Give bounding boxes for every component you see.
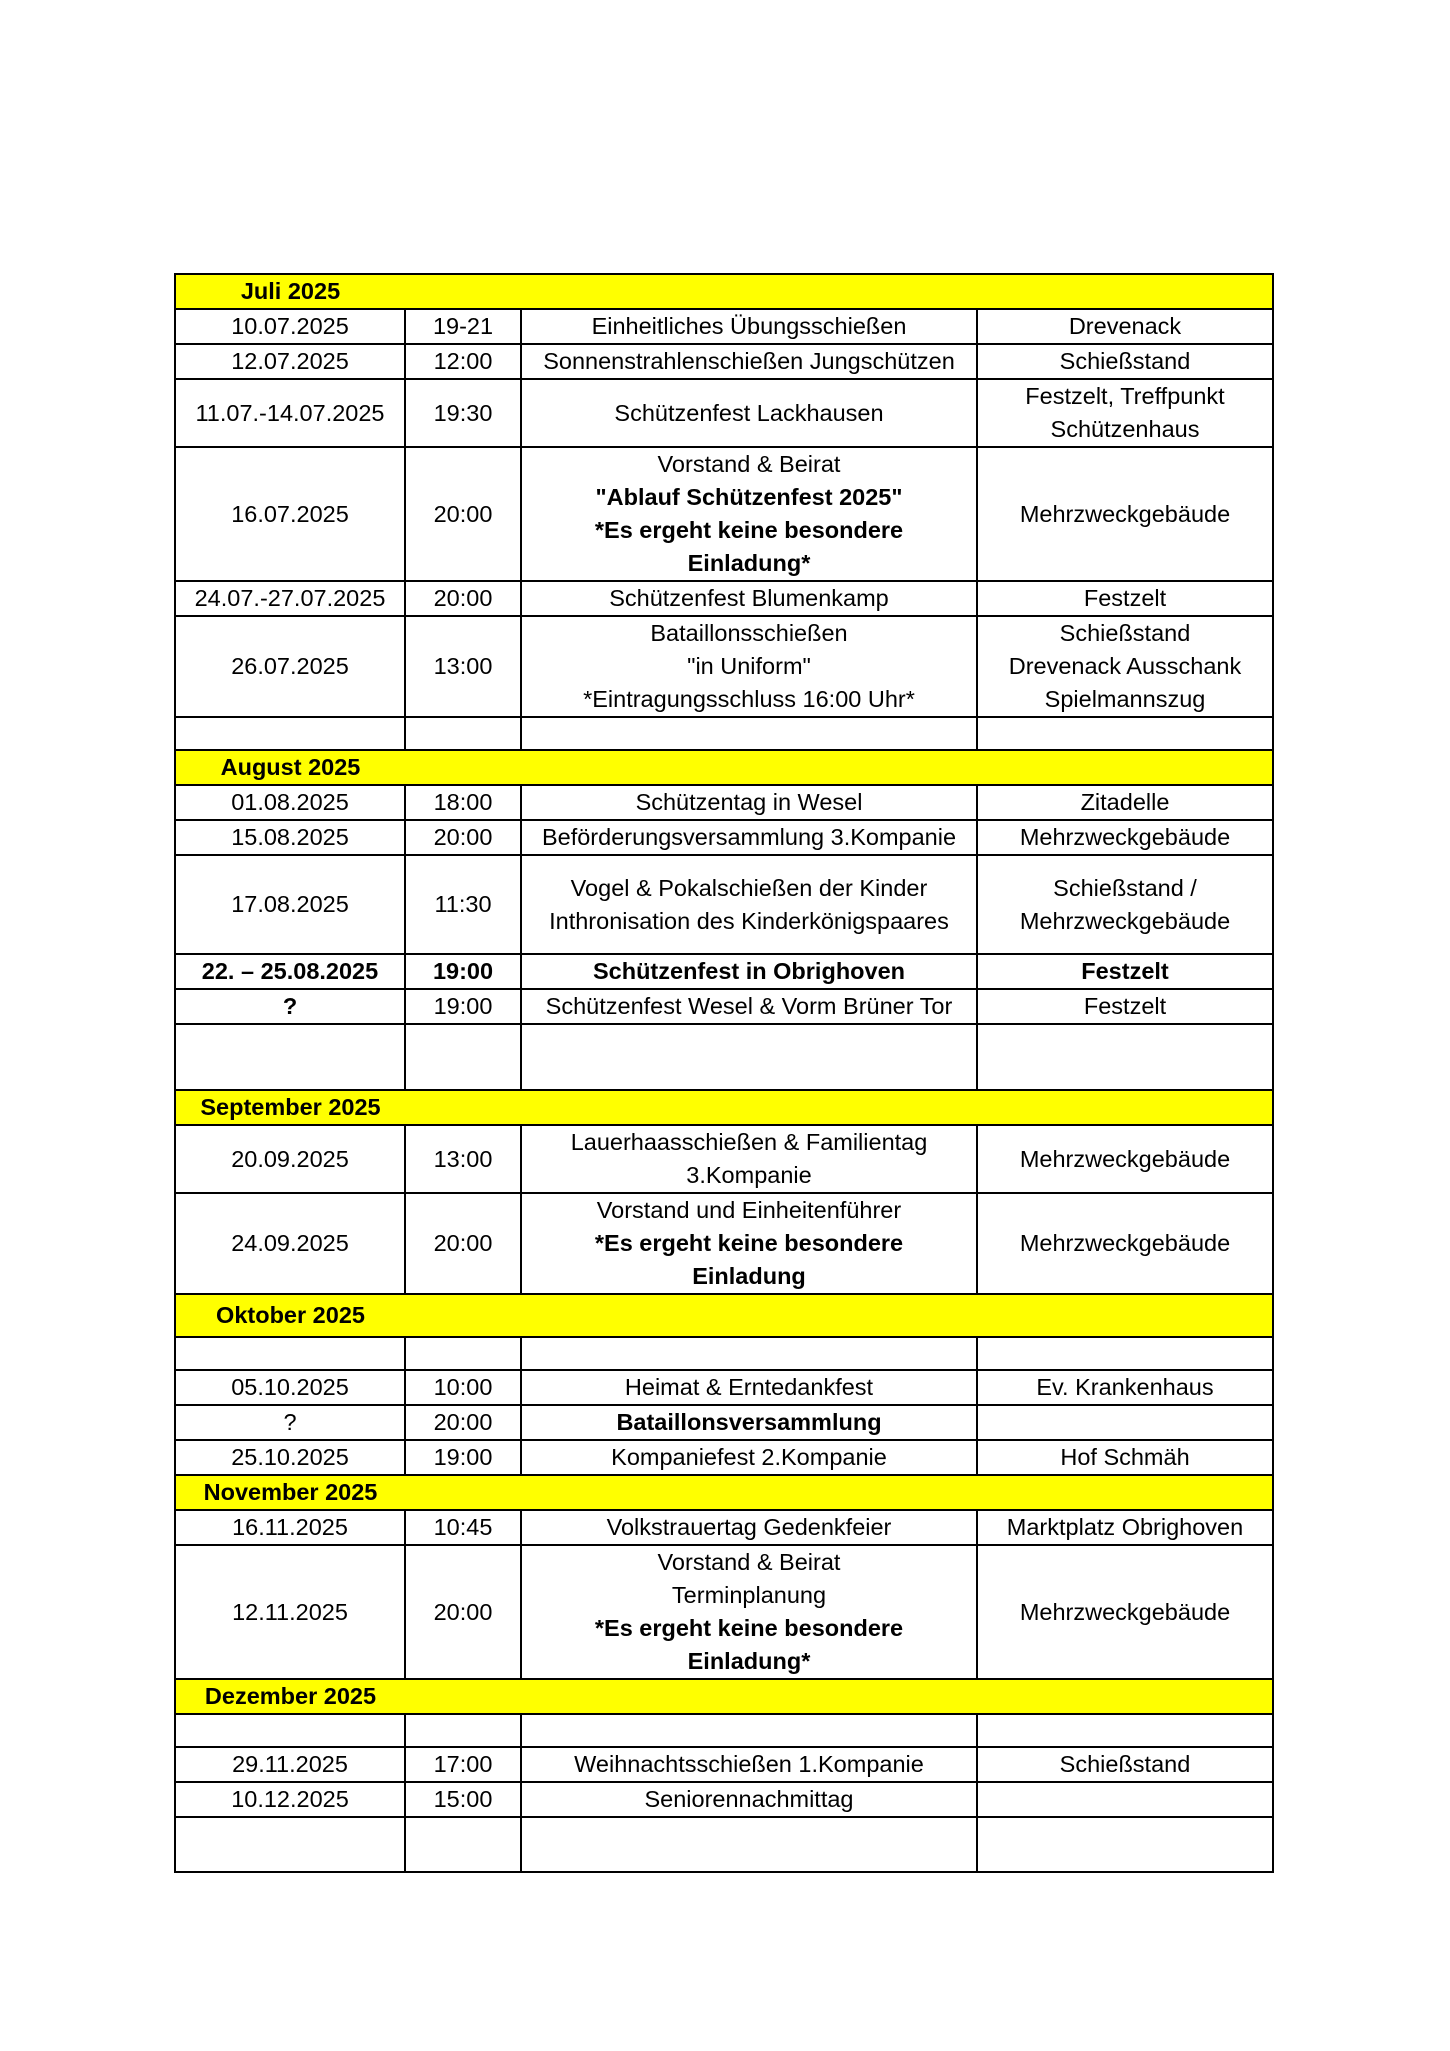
event-cell-line: Bataillonsschießen: [650, 620, 848, 646]
place-cell: [977, 1405, 1273, 1440]
date-cell-line: 01.08.2025: [231, 789, 349, 815]
table-row: [175, 616, 1273, 717]
event-cell: [521, 1024, 977, 1090]
place-cell: [977, 1782, 1273, 1817]
event-cell-line: Einladung*: [687, 550, 811, 576]
date-cell: [175, 447, 405, 581]
event-cell-line: Volkstrauertag Gedenkfeier: [606, 1514, 892, 1540]
place-cell: [977, 1714, 1273, 1747]
event-cell-line: Schützenfest Lackhausen: [614, 399, 884, 426]
date-cell-line: 17.08.2025: [231, 891, 349, 917]
event-cell: [521, 1405, 977, 1440]
time-cell: [405, 1714, 521, 1747]
time-cell-line: 20:00: [433, 585, 493, 611]
event-cell: [521, 1747, 977, 1782]
place-cell: [977, 1817, 1273, 1872]
event-cell: [521, 785, 977, 820]
time-cell: [405, 820, 521, 855]
date-cell-line: 24.09.2025: [231, 1230, 349, 1256]
time-cell: [405, 785, 521, 820]
place-cell: [977, 616, 1273, 717]
table-row: [175, 1370, 1273, 1405]
time-cell: [405, 855, 521, 954]
place-cell: [977, 954, 1273, 989]
time-cell: [405, 616, 521, 717]
event-cell: [521, 1714, 977, 1747]
place-cell: [977, 1545, 1273, 1679]
event-cell: [521, 616, 977, 717]
time-cell: [405, 1440, 521, 1475]
place-cell-line: Marktplatz Obrighoven: [1006, 1514, 1244, 1540]
date-cell-line: 24.07.-27.07.2025: [194, 585, 386, 611]
time-cell: [405, 1337, 521, 1370]
table-row: [175, 855, 1273, 954]
place-cell: [977, 1125, 1273, 1193]
place-cell: [977, 989, 1273, 1024]
place-cell: [977, 1747, 1273, 1782]
month-label: August 2025: [175, 750, 405, 785]
place-cell-line: Schießstand: [1059, 620, 1191, 646]
event-cell: [521, 1370, 977, 1405]
time-cell: [405, 581, 521, 616]
event-cell: [521, 1782, 977, 1817]
table-row: [175, 989, 1273, 1024]
event-cell-line: "Ablauf Schützenfest 2025": [595, 484, 903, 510]
place-cell: [977, 1337, 1273, 1370]
place-cell: [977, 785, 1273, 820]
time-cell: [405, 1024, 521, 1090]
time-cell-line: 19-21: [432, 313, 494, 339]
time-cell-line: 20:00: [433, 824, 493, 850]
month-header-row: [175, 274, 1273, 309]
date-cell: [175, 1440, 405, 1475]
place-cell-line: Festzelt: [1083, 993, 1167, 1019]
table-row: [175, 379, 1273, 447]
date-cell-line: ?: [283, 1409, 297, 1435]
event-cell-line: "in Uniform": [687, 653, 811, 679]
event-cell-line: Heimat & Erntedankfest: [624, 1374, 874, 1400]
time-cell: [405, 1817, 521, 1872]
table-row: [175, 309, 1273, 344]
event-cell: [521, 309, 977, 344]
table-row: [175, 1782, 1273, 1817]
time-cell-line: 10:00: [433, 1374, 493, 1400]
event-cell-line: Schützentag in Wesel: [635, 789, 863, 815]
time-cell-line: 19:30: [433, 399, 493, 426]
event-cell-line: Vorstand und Einheitenführer: [596, 1197, 902, 1223]
place-cell: [977, 379, 1273, 447]
place-cell-line: Schießstand: [1059, 1751, 1191, 1777]
month-label: Juli 2025: [175, 274, 405, 309]
time-cell-line: 11:30: [434, 891, 492, 917]
time-cell: [405, 1545, 521, 1679]
month-label: Dezember 2025: [175, 1679, 405, 1714]
date-cell: [175, 954, 405, 989]
table-row: [175, 1747, 1273, 1782]
time-cell-line: 20:00: [433, 1409, 493, 1435]
time-cell-line: 19:00: [433, 1444, 493, 1470]
date-cell-line: 29.11.2025: [232, 1751, 348, 1777]
time-cell-line: 20:00: [433, 500, 493, 527]
place-cell-line: Mehrzweckgebäude: [1019, 907, 1231, 934]
time-cell: [405, 989, 521, 1024]
place-cell-line: Schießstand: [1059, 348, 1191, 374]
time-cell-line: 12:00: [433, 348, 493, 374]
place-cell-line: Mehrzweckgebäude: [1019, 1230, 1231, 1256]
event-cell-line: Vorstand & Beirat: [657, 451, 841, 477]
table-row: [175, 447, 1273, 581]
month-header-fill: [405, 1090, 1273, 1125]
table-row: [175, 1714, 1273, 1747]
event-cell: [521, 1193, 977, 1294]
time-cell-line: 17:00: [433, 1751, 493, 1777]
event-cell-line: Schützenfest Blumenkamp: [609, 585, 889, 611]
time-cell: [405, 447, 521, 581]
month-header-row: [175, 1294, 1273, 1337]
date-cell-line: 22. – 25.08.2025: [201, 958, 379, 984]
event-cell: [521, 447, 977, 581]
month-header-row: [175, 1679, 1273, 1714]
event-cell-line: Vogel & Pokalschießen der Kinder: [570, 874, 928, 901]
table-row: [175, 581, 1273, 616]
time-cell-line: 20:00: [433, 1598, 493, 1625]
time-cell-line: 20:00: [433, 1230, 493, 1256]
month-label: Oktober 2025: [175, 1294, 405, 1337]
event-cell: [521, 1125, 977, 1193]
date-cell: [175, 1510, 405, 1545]
event-cell-line: Sonnenstrahlenschießen Jungschützen: [543, 348, 955, 374]
table-row: [175, 1817, 1273, 1872]
event-cell: [521, 1545, 977, 1679]
table-row: [175, 954, 1273, 989]
date-cell: [175, 855, 405, 954]
date-cell-line: 10.07.2025: [231, 313, 349, 339]
place-cell-line: Festzelt: [1081, 958, 1169, 984]
place-cell: [977, 1024, 1273, 1090]
place-cell-line: Mehrzweckgebäude: [1019, 1598, 1231, 1625]
place-cell-line: Mehrzweckgebäude: [1019, 824, 1231, 850]
date-cell: [175, 1817, 405, 1872]
date-cell-line: 16.07.2025: [231, 500, 349, 527]
place-cell: [977, 447, 1273, 581]
event-cell-line: Weihnachtsschießen 1.Kompanie: [574, 1751, 924, 1777]
month-header-row: [175, 1090, 1273, 1125]
date-cell: [175, 344, 405, 379]
place-cell: [977, 1370, 1273, 1405]
month-header-fill: [405, 274, 1273, 309]
month-header-fill: [405, 750, 1273, 785]
month-header-row: [175, 750, 1273, 785]
table-row: [175, 785, 1273, 820]
schedule-table: [174, 273, 1274, 1873]
time-cell: [405, 1782, 521, 1817]
time-cell: [405, 1370, 521, 1405]
date-cell: [175, 1714, 405, 1747]
event-cell-line: Beförderungsversammlung 3.Kompanie: [541, 824, 957, 850]
place-cell-line: Hof Schmäh: [1060, 1444, 1190, 1470]
date-cell-line: 20.09.2025: [231, 1145, 349, 1172]
date-cell: [175, 1337, 405, 1370]
place-cell-line: Ev. Krankenhaus: [1036, 1374, 1214, 1400]
date-cell-line: 26.07.2025: [231, 653, 349, 679]
table-row: [175, 1440, 1273, 1475]
date-cell: [175, 1405, 405, 1440]
time-cell: [405, 1125, 521, 1193]
month-header-fill: [405, 1294, 1273, 1337]
date-cell: [175, 1747, 405, 1782]
event-cell: [521, 1337, 977, 1370]
event-cell-line: *Es ergeht keine besondere: [594, 517, 904, 543]
date-cell: [175, 581, 405, 616]
place-cell-line: Zitadelle: [1080, 789, 1170, 815]
date-cell: [175, 1125, 405, 1193]
event-cell-line: Schützenfest Wesel & Vorm Brüner Tor: [545, 993, 953, 1019]
date-cell-line: 10.12.2025: [231, 1786, 349, 1812]
event-cell-line: Kompaniefest 2.Kompanie: [611, 1444, 887, 1470]
event-cell: [521, 820, 977, 855]
date-cell: [175, 717, 405, 750]
event-cell: [521, 1510, 977, 1545]
place-cell-line: Spielmannszug: [1044, 686, 1206, 712]
place-cell: [977, 820, 1273, 855]
date-cell-line: 05.10.2025: [231, 1374, 349, 1400]
event-cell: [521, 1440, 977, 1475]
place-cell-line: Drevenack Ausschank: [1008, 653, 1242, 679]
time-cell: [405, 309, 521, 344]
table-row: [175, 1405, 1273, 1440]
event-cell: [521, 581, 977, 616]
place-cell: [977, 344, 1273, 379]
table-row: [175, 820, 1273, 855]
event-cell-line: Einladung*: [687, 1648, 811, 1674]
table-row: [175, 344, 1273, 379]
place-cell-line: Schützenhaus: [1050, 416, 1200, 442]
event-cell-line: Terminplanung: [671, 1582, 827, 1608]
date-cell: [175, 820, 405, 855]
date-cell: [175, 1024, 405, 1090]
event-cell: [521, 717, 977, 750]
time-cell: [405, 954, 521, 989]
time-cell-line: 19:00: [432, 958, 494, 984]
event-cell: [521, 379, 977, 447]
event-cell: [521, 855, 977, 954]
date-cell-line: 12.11.2025: [232, 1598, 348, 1625]
event-cell-line: Inthronisation des Kinderkönigspaares: [549, 907, 949, 934]
table-row: [175, 1024, 1273, 1090]
time-cell-line: 10:45: [433, 1514, 493, 1540]
place-cell-line: Festzelt, Treffpunkt: [1025, 383, 1225, 409]
table-row: [175, 1510, 1273, 1545]
date-cell: [175, 379, 405, 447]
time-cell: [405, 379, 521, 447]
month-header-fill: [405, 1475, 1273, 1510]
event-cell-line: Vorstand & Beirat: [657, 1549, 841, 1575]
table-row: [175, 1545, 1273, 1679]
date-cell: [175, 616, 405, 717]
event-cell: [521, 1817, 977, 1872]
event-cell: [521, 954, 977, 989]
date-cell-line: 12.07.2025: [231, 348, 349, 374]
time-cell-line: 18:00: [433, 789, 493, 815]
event-cell-line: 3.Kompanie: [686, 1162, 812, 1188]
place-cell-line: Mehrzweckgebäude: [1019, 500, 1231, 527]
time-cell-line: 15:00: [433, 1786, 493, 1812]
date-cell: [175, 989, 405, 1024]
event-cell-line: Einheitliches Übungsschießen: [591, 313, 907, 339]
date-cell: [175, 1193, 405, 1294]
date-cell: [175, 1545, 405, 1679]
place-cell-line: Mehrzweckgebäude: [1019, 1145, 1231, 1172]
month-header-row: [175, 1475, 1273, 1510]
time-cell: [405, 344, 521, 379]
table-row: [175, 1125, 1273, 1193]
date-cell-line: ?: [282, 993, 298, 1019]
event-cell-line: *Es ergeht keine besondere: [594, 1230, 904, 1256]
event-cell-line: Bataillonsversammlung: [616, 1409, 882, 1435]
place-cell: [977, 581, 1273, 616]
table-row: [175, 1337, 1273, 1370]
date-cell-line: 16.11.2025: [232, 1514, 348, 1540]
month-header-fill: [405, 1679, 1273, 1714]
time-cell: [405, 1747, 521, 1782]
date-cell: [175, 1782, 405, 1817]
event-cell-line: *Es ergeht keine besondere: [594, 1615, 904, 1641]
event-cell: [521, 989, 977, 1024]
event-cell-line: Einladung: [692, 1263, 806, 1289]
date-cell: [175, 309, 405, 344]
place-cell: [977, 855, 1273, 954]
date-cell-line: 25.10.2025: [231, 1444, 349, 1470]
time-cell: [405, 717, 521, 750]
place-cell: [977, 717, 1273, 750]
date-cell: [175, 1370, 405, 1405]
event-cell-line: *Eintragungsschluss 16:00 Uhr*: [583, 686, 915, 712]
place-cell: [977, 309, 1273, 344]
date-cell: [175, 785, 405, 820]
place-cell-line: Schießstand /: [1053, 874, 1197, 901]
time-cell: [405, 1510, 521, 1545]
month-label: September 2025: [175, 1090, 405, 1125]
table-row: [175, 717, 1273, 750]
table-row: [175, 1193, 1273, 1294]
event-cell-line: Seniorennachmittag: [644, 1786, 854, 1812]
time-cell: [405, 1405, 521, 1440]
time-cell-line: 13:00: [433, 1145, 493, 1172]
date-cell-line: 11.07.-14.07.2025: [195, 399, 385, 426]
place-cell: [977, 1193, 1273, 1294]
time-cell: [405, 1193, 521, 1294]
time-cell-line: 13:00: [433, 653, 493, 679]
place-cell-line: Festzelt: [1083, 585, 1167, 611]
place-cell-line: Drevenack: [1068, 313, 1182, 339]
event-cell-line: Schützenfest in Obrighoven: [592, 958, 906, 984]
place-cell: [977, 1440, 1273, 1475]
month-label: November 2025: [175, 1475, 405, 1510]
event-cell-line: Lauerhaasschießen & Familientag: [570, 1129, 928, 1155]
time-cell-line: 19:00: [433, 993, 493, 1019]
event-cell: [521, 344, 977, 379]
place-cell: [977, 1510, 1273, 1545]
date-cell-line: 15.08.2025: [231, 824, 349, 850]
